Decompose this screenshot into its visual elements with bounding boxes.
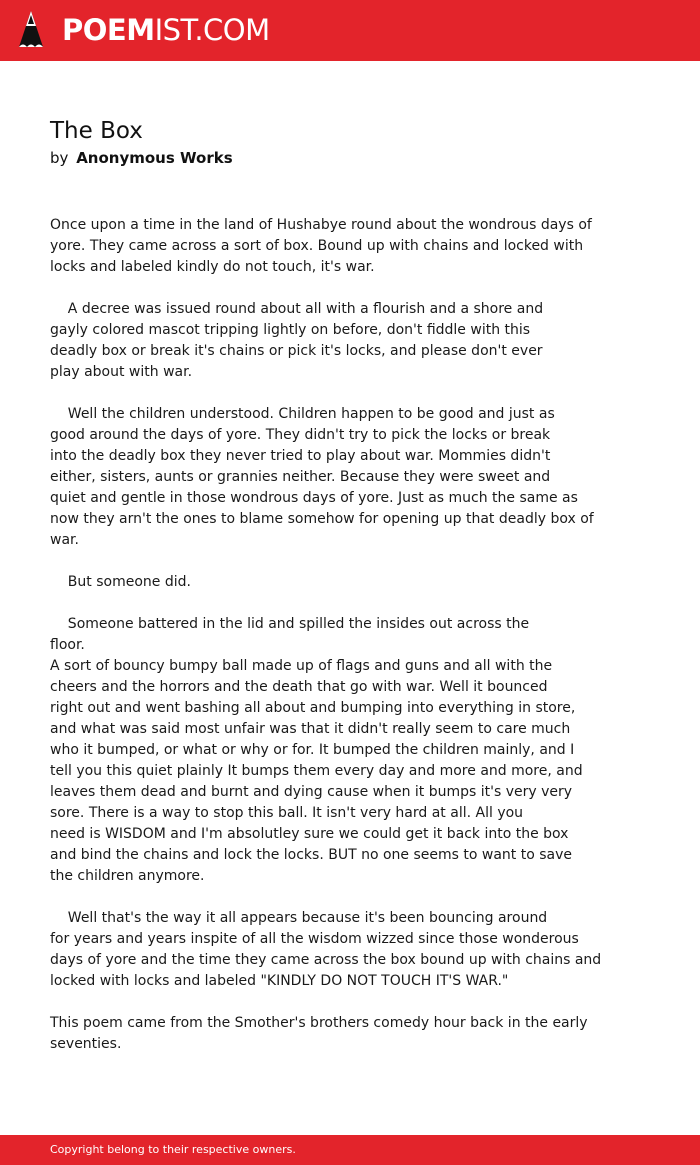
poem-line: cheers and the horrors and the death that go with war. Well it bounced [50, 679, 548, 695]
logo-light-text: IST.COM [154, 13, 270, 47]
poem-line: war. [50, 532, 79, 548]
poem-line: right out and went bashing all about and bumping into everything in store, [50, 700, 576, 716]
poem-line: sore. There is a way to stop this ball. It isn't very hard at all. All you [50, 805, 524, 821]
poem-line: Someone battered in the lid and spilled the insides out across the [50, 616, 530, 632]
poem-line: need is WISDOM and I'm absolutley sure we could get it back into the box [50, 826, 569, 842]
poem-line: and what was said most unfair was that it didn't really seem to care much [50, 721, 571, 737]
logo-bold-text: POEM [62, 13, 155, 47]
poem-line: gayly colored mascot tripping lightly on before, don't fiddle with this [50, 322, 531, 338]
poem-line: for years and years inspite of all the wisdom wizzed since those wonderous [50, 931, 579, 947]
poem-line: seventies. [50, 1036, 122, 1052]
poem-stanza [50, 572, 650, 593]
poem-line: into the deadly box they never tried to play about war. Mommies didn't [50, 448, 551, 464]
poem-line: and bind the chains and lock the locks. BUT no one seems to want to save [50, 847, 573, 863]
poem-line: either, sisters, aunts or grannies neither. Because they were sweet and [50, 469, 551, 485]
poem-line: the children anymore. [50, 868, 205, 884]
poem-title: The Box [50, 118, 143, 144]
poem-stanza [50, 404, 650, 551]
poem-stanza [50, 1013, 650, 1055]
poem-line: locks and labeled kindly do not touch, it's war. [50, 259, 375, 275]
poem-line: This poem came from the Smother's brothers comedy hour back in the early [50, 1015, 588, 1031]
poem-line: yore. They came across a sort of box. Bound up with chains and locked with [50, 238, 584, 254]
poem-byline [50, 146, 650, 170]
poem-line: quiet and gentle in those wondrous days of yore. Just as much the same as [50, 490, 578, 506]
poem-line: days of yore and the time they came across the box bound up with chains and [50, 952, 602, 968]
poem-line: deadly box or break it's chains or pick it's locks, and please don't ever [50, 343, 543, 359]
copyright-text: Copyright belong to their respective owners. [50, 1143, 296, 1156]
poem-stanza [50, 614, 650, 887]
site-header [0, 0, 700, 61]
poem-line: floor. [50, 637, 85, 653]
poem-stanza [50, 299, 650, 383]
poem-line: now they arn't the ones to blame somehow for opening up that deadly box of [50, 511, 594, 527]
poem-line: Well that's the way it all appears because it's been bouncing around [50, 910, 548, 926]
poem-line: A sort of bouncy bumpy ball made up of flags and guns and all with the [50, 658, 553, 674]
poem-line: who it bumped, or what or why or for. It bumped the children mainly, and I [50, 742, 575, 758]
poem-line: good around the days of yore. They didn't try to pick the locks or break [50, 427, 551, 443]
poem-line: Once upon a time in the land of Hushabye round about the wondrous days of [50, 217, 592, 233]
poem-body [50, 215, 650, 1055]
poem-stanza [50, 908, 650, 992]
poem-line: tell you this quiet plainly It bumps them every day and more and more, and [50, 763, 583, 779]
poem-line: play about with war. [50, 364, 193, 380]
poem-line: But someone did. [50, 574, 191, 590]
author-name[interactable]: Anonymous Works [76, 149, 233, 167]
poem-line: Well the children understood. Children happen to be good and just as [50, 406, 555, 422]
poem-line: locked with locks and labeled "KINDLY DO NOT TOUCH IT'S WAR." [50, 973, 509, 989]
poem-line: leaves them dead and burnt and dying cause when it bumps it's very very [50, 784, 573, 800]
poem-content [50, 116, 650, 1076]
poem-line: A decree was issued round about all with a flourish and a shore and [50, 301, 544, 317]
site-logo[interactable] [62, 13, 270, 47]
site-footer [0, 1135, 700, 1165]
by-label: by [50, 149, 69, 167]
poem-stanza [50, 215, 650, 278]
pencil-tip-icon[interactable] [17, 9, 45, 51]
